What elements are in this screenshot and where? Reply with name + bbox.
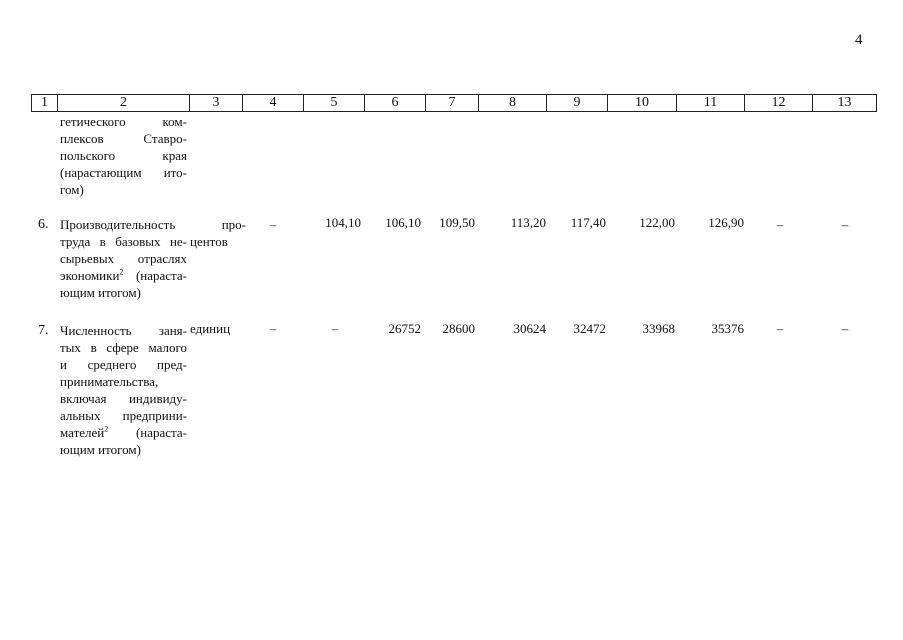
- text-line: [60, 267, 187, 284]
- row-7-col12: –: [776, 321, 784, 336]
- header-col-4: 4: [242, 95, 303, 111]
- text-line: [60, 424, 187, 441]
- row-7-col6: 26752: [388, 321, 421, 336]
- header-col-2: 2: [57, 95, 189, 111]
- row-7-col13: –: [841, 321, 849, 336]
- row-6-col8: 113,20: [510, 215, 546, 230]
- text-line: тых в сфере малого: [60, 340, 187, 355]
- header-col-8: 8: [478, 95, 546, 111]
- row-6-col5: 104,10: [325, 215, 361, 230]
- row-7-col8: 30624: [513, 321, 546, 336]
- row-6-col6: 106,10: [385, 215, 421, 230]
- row-7-description: [60, 322, 187, 458]
- text-line: единиц: [190, 321, 231, 336]
- text-line: центов: [190, 234, 228, 249]
- text-part: мателей: [60, 425, 105, 440]
- row-6-col4: –: [269, 217, 277, 232]
- text-line: Производительность: [60, 217, 176, 232]
- row-6-col9: 117,40: [570, 215, 606, 230]
- text-line: Численность заня-: [60, 323, 187, 338]
- table-header-row: [31, 94, 877, 112]
- text-line: труда в базовых не-: [60, 234, 187, 249]
- header-col-12: 12: [744, 95, 812, 111]
- text-line: гом): [60, 182, 84, 197]
- row-7-col11: 35376: [711, 321, 744, 336]
- header-col-10: 10: [607, 95, 676, 111]
- row-6-col10: 122,00: [639, 215, 675, 230]
- row-7-col7: 28600: [442, 321, 475, 336]
- text-line: польского края: [60, 148, 187, 163]
- row-6-col11: 126,90: [708, 215, 744, 230]
- footnote-marker: 2: [104, 424, 109, 434]
- row-6-number: 6.: [38, 217, 49, 232]
- text-part: (нараста-: [135, 268, 187, 283]
- header-col-5: 5: [303, 95, 364, 111]
- text-line: плексов Ставро-: [60, 131, 187, 146]
- row-6-col12: –: [776, 217, 784, 232]
- text-line: включая индивиду-: [60, 391, 187, 406]
- row-7-col4: –: [269, 321, 277, 336]
- row-6-description: [60, 216, 187, 301]
- header-col-9: 9: [546, 95, 607, 111]
- header-col-11: 11: [676, 95, 744, 111]
- text-line: про-: [221, 217, 246, 232]
- row-7-col5: –: [331, 321, 339, 336]
- header-col-1: 1: [41, 95, 48, 110]
- footnote-marker: 2: [119, 267, 124, 277]
- header-col-7: 7: [425, 95, 478, 111]
- header-col-6: 6: [364, 95, 425, 111]
- row-6-col13: –: [841, 217, 849, 232]
- text-line: альных предприни-: [60, 408, 187, 423]
- continued-row-description: [60, 113, 187, 198]
- text-part: (нараста-: [135, 425, 187, 440]
- header-col-13: 13: [812, 95, 876, 111]
- page-number: 4: [855, 32, 863, 48]
- row-7-col9: 32472: [573, 321, 606, 336]
- row-7-col10: 33968: [642, 321, 675, 336]
- row-7-unit: [190, 320, 246, 337]
- text-line: ющим итогом): [60, 285, 141, 300]
- text-line: (нарастающим ито-: [60, 165, 187, 180]
- text-line: ющим итогом): [60, 442, 141, 457]
- text-line: сырьевых отраслях: [60, 251, 187, 266]
- row-6-col7: 109,50: [439, 215, 475, 230]
- row-6-unit: [190, 216, 246, 250]
- text-line: гетического ком-: [60, 114, 187, 129]
- row-7-number: 7.: [38, 323, 49, 338]
- text-part: экономики: [60, 268, 120, 283]
- text-line: и среднего пред-: [60, 357, 187, 372]
- header-col-3: 3: [189, 95, 242, 111]
- text-line: принимательства,: [60, 374, 159, 389]
